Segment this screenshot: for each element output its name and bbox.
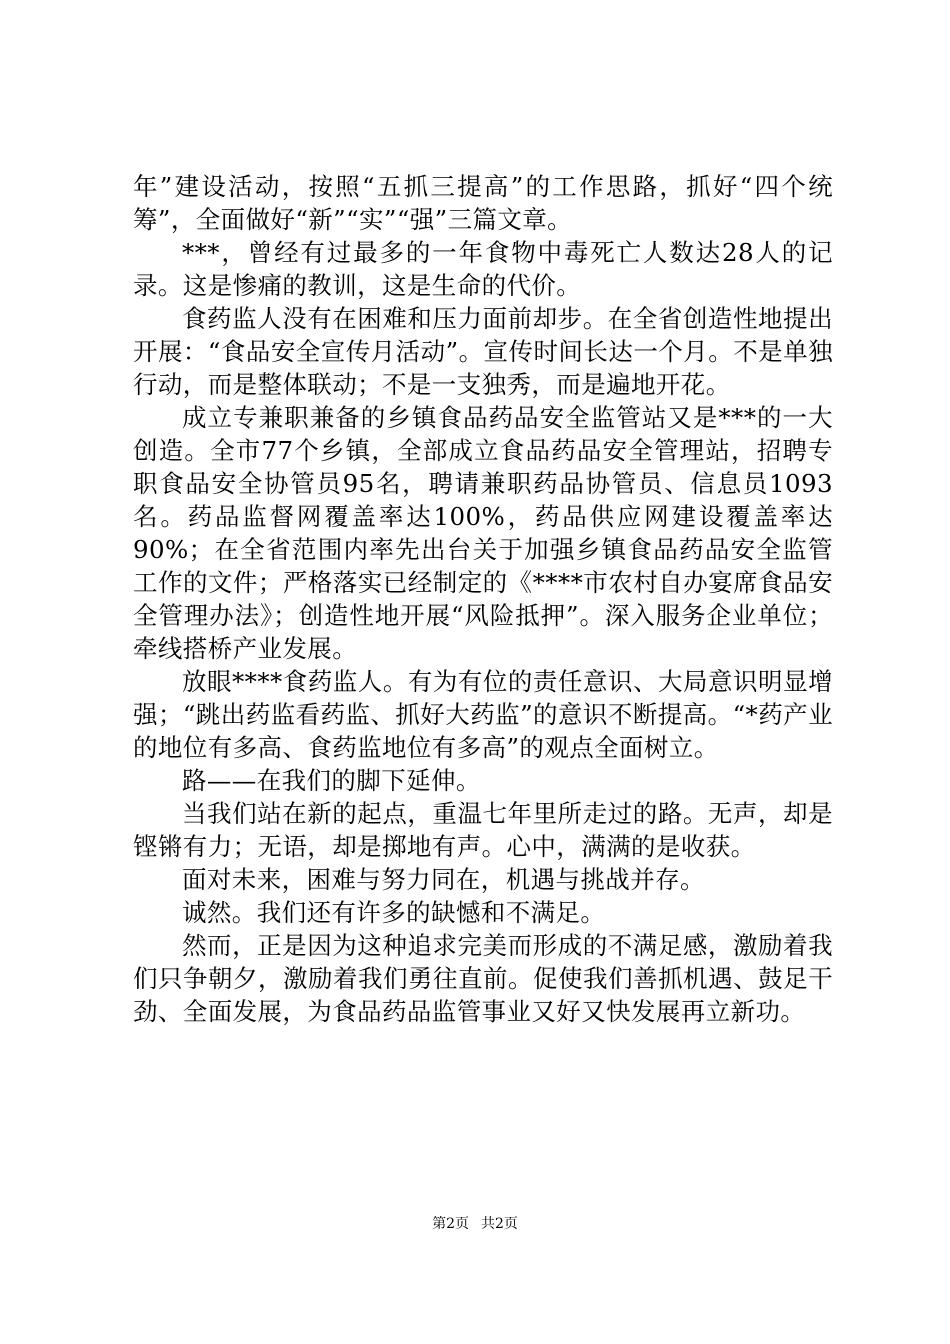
paragraph: 食药监人没有在困难和压力面前却步。在全省创造性地提出开展：“食品安全宣传月活动”。宣传时间长达一个月。不是单独行动，而是整体联动；不是一支独秀，而是遍地开花。: [133, 304, 833, 399]
paragraph: 然而，正是因为这种追求完美而形成的不满足感，激励着我们只争朝夕，激励着我们勇往直前。促使我们善抓机遇、鼓足干劲、全面发展，为食品药品监管事业又好又快发展再立新功。: [133, 931, 833, 1026]
paragraph: 当我们站在新的起点，重温七年里所走过的路。无声，却是铿锵有力；无语，却是掷地有声。心中，满满的是收获。: [133, 799, 833, 861]
paragraph: ***，曾经有过最多的一年食物中毒死亡人数达28人的记录。这是惨痛的教训，这是生命的代价。: [133, 238, 833, 300]
page-footer: [0, 1214, 950, 1234]
page-total: 共2页: [481, 1216, 518, 1232]
document-body: [133, 170, 833, 1028]
paragraph: 面对未来，困难与努力同在，机遇与挑战并存。: [182, 865, 705, 894]
paragraph: 放眼****食药监人。有为有位的责任意识、大局意识明显增强；“跳出药监看药监、抓好大药监”的意识不断提高。“*药产业的地位有多高、食药监地位有多高”的观点全面树立。: [133, 667, 833, 762]
page-number: 第2页: [432, 1216, 469, 1232]
paragraph-continued: 年”建设活动，按照“五抓三提高”的工作思路，抓好“四个统筹”，全面做好“新”“实”“强”三篇文章。: [133, 172, 833, 234]
paragraph: 诚然。我们还有许多的缺憾和不满足。: [182, 898, 606, 927]
paragraph: 成立专兼职兼备的乡镇食品药品安全监管站又是***的一大创造。全市77个乡镇，全部成立食品药品安全管理站，招聘专职食品安全协管员95名，聘请兼职药品协管员、信息员1093名。药品监督网覆盖率达100%，药品供应网建设覆盖率达90%；在全省范围内率先出台关于加强乡镇食品药品安全监管工作的文件；严格落实已经制定的《****市农村自办宴席食品安全管理办法》；创造性地开展“风险抵押”。深入服务企业单位；牵线搭桥产业发展。: [133, 403, 833, 663]
paragraph: 路——在我们的脚下延伸。: [182, 766, 481, 795]
